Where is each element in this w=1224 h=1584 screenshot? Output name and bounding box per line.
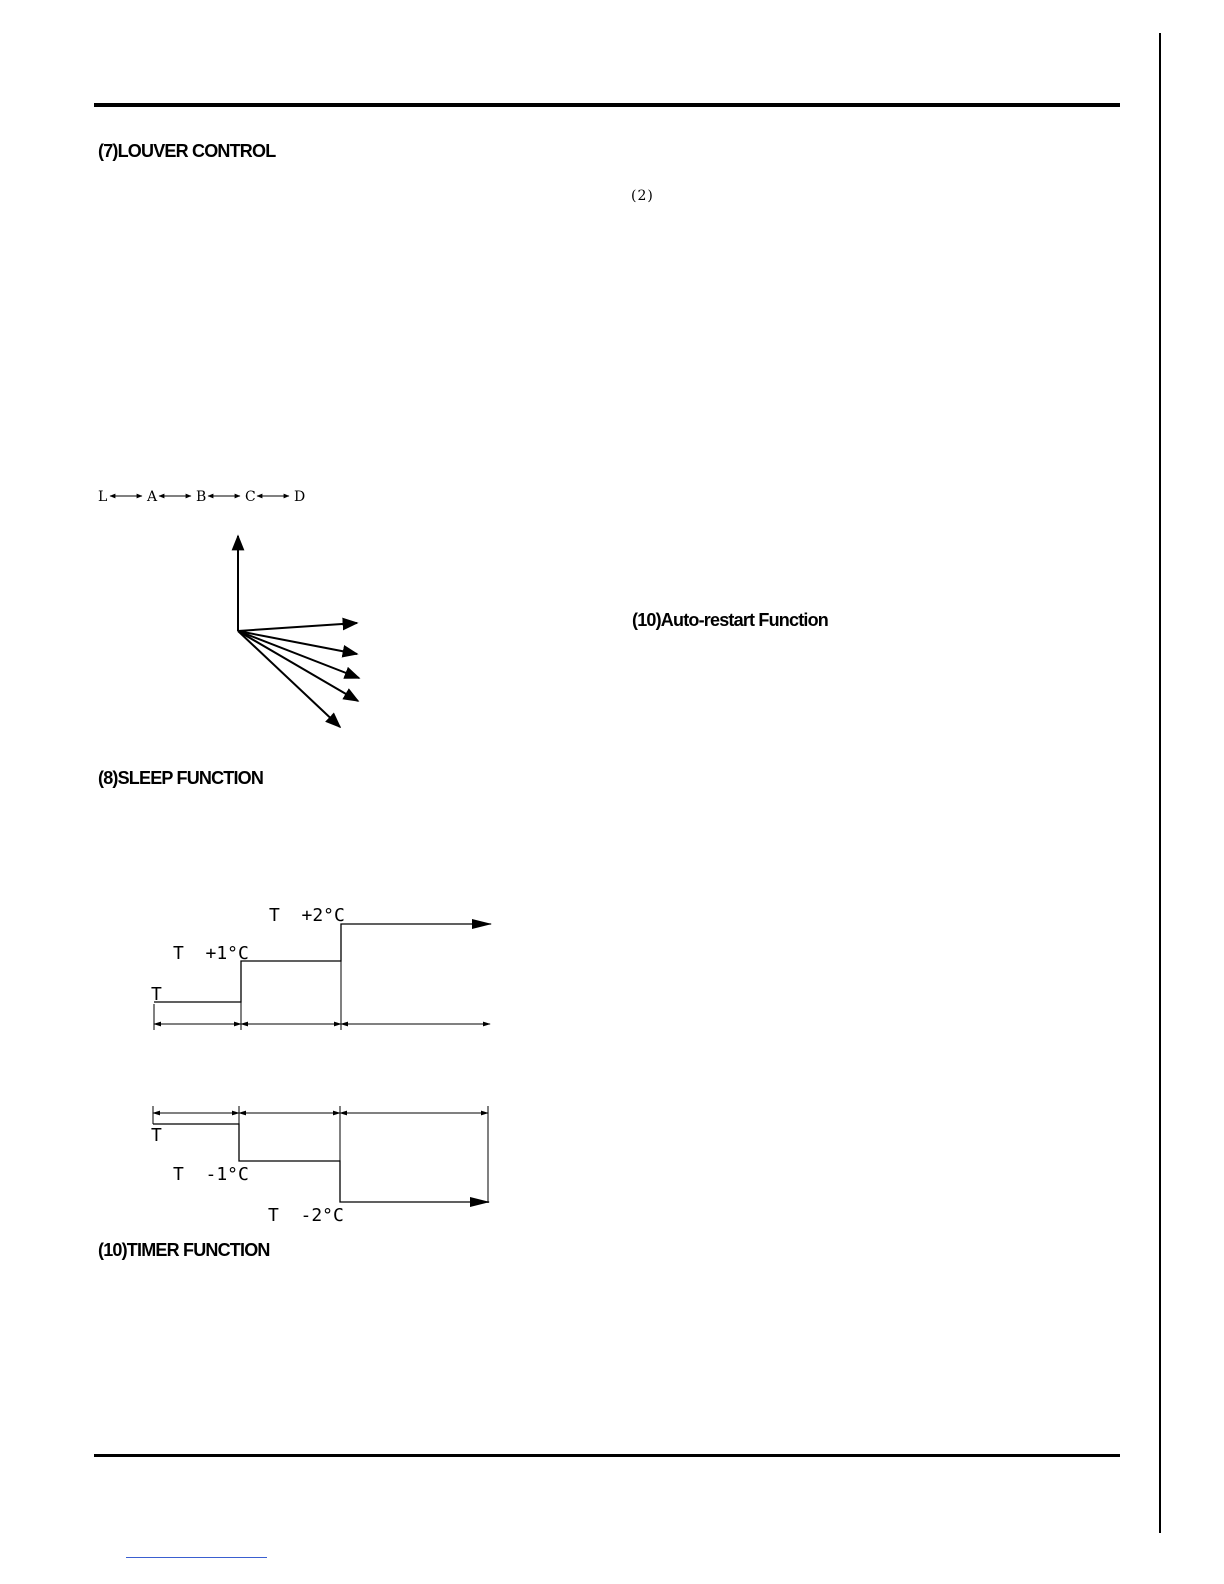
- louver-control-heading: (7)LOUVER CONTROL: [98, 141, 276, 161]
- louver-position-b: B: [196, 489, 207, 505]
- louver-arrow-d: [238, 631, 358, 701]
- setpoint-plus-2-label: T +2°C: [269, 905, 345, 926]
- setpoint-t-label: T: [151, 1125, 162, 1146]
- footer-link-underline[interactable]: [126, 1557, 267, 1558]
- louver-position-l: L: [98, 489, 108, 505]
- setpoint-minus-1-label: T -1°C: [173, 1164, 249, 1185]
- sleep-heating-step-diagram: [145, 1100, 505, 1230]
- list-marker-2: (2): [631, 188, 654, 204]
- setpoint-plus-1-label: T +1°C: [173, 943, 249, 964]
- louver-position-c: C: [245, 489, 256, 505]
- louver-position-d: D: [294, 489, 306, 505]
- setpoint-step-line: [153, 1124, 489, 1202]
- setpoint-minus-2-label: T -2°C: [268, 1205, 344, 1226]
- sleep-function-heading: (8)SLEEP FUNCTION: [98, 768, 264, 788]
- auto-restart-heading: (10)Auto-restart Function: [632, 610, 829, 630]
- setpoint-t-label: T: [151, 984, 162, 1005]
- right-margin-rule: [1159, 33, 1161, 1533]
- timer-function-heading: (10)TIMER FUNCTION: [98, 1240, 270, 1260]
- louver-sequence-diagram: [95, 486, 325, 506]
- louver-arrow-c: [238, 631, 359, 678]
- sleep-cooling-step-diagram: [145, 900, 505, 1040]
- footer-rule: [94, 1454, 1120, 1457]
- louver-angle-diagram: [220, 528, 380, 738]
- louver-arrow-a: [238, 623, 357, 631]
- louver-arrow-l: [238, 631, 340, 727]
- header-rule: [94, 103, 1120, 107]
- louver-position-a: A: [147, 489, 158, 505]
